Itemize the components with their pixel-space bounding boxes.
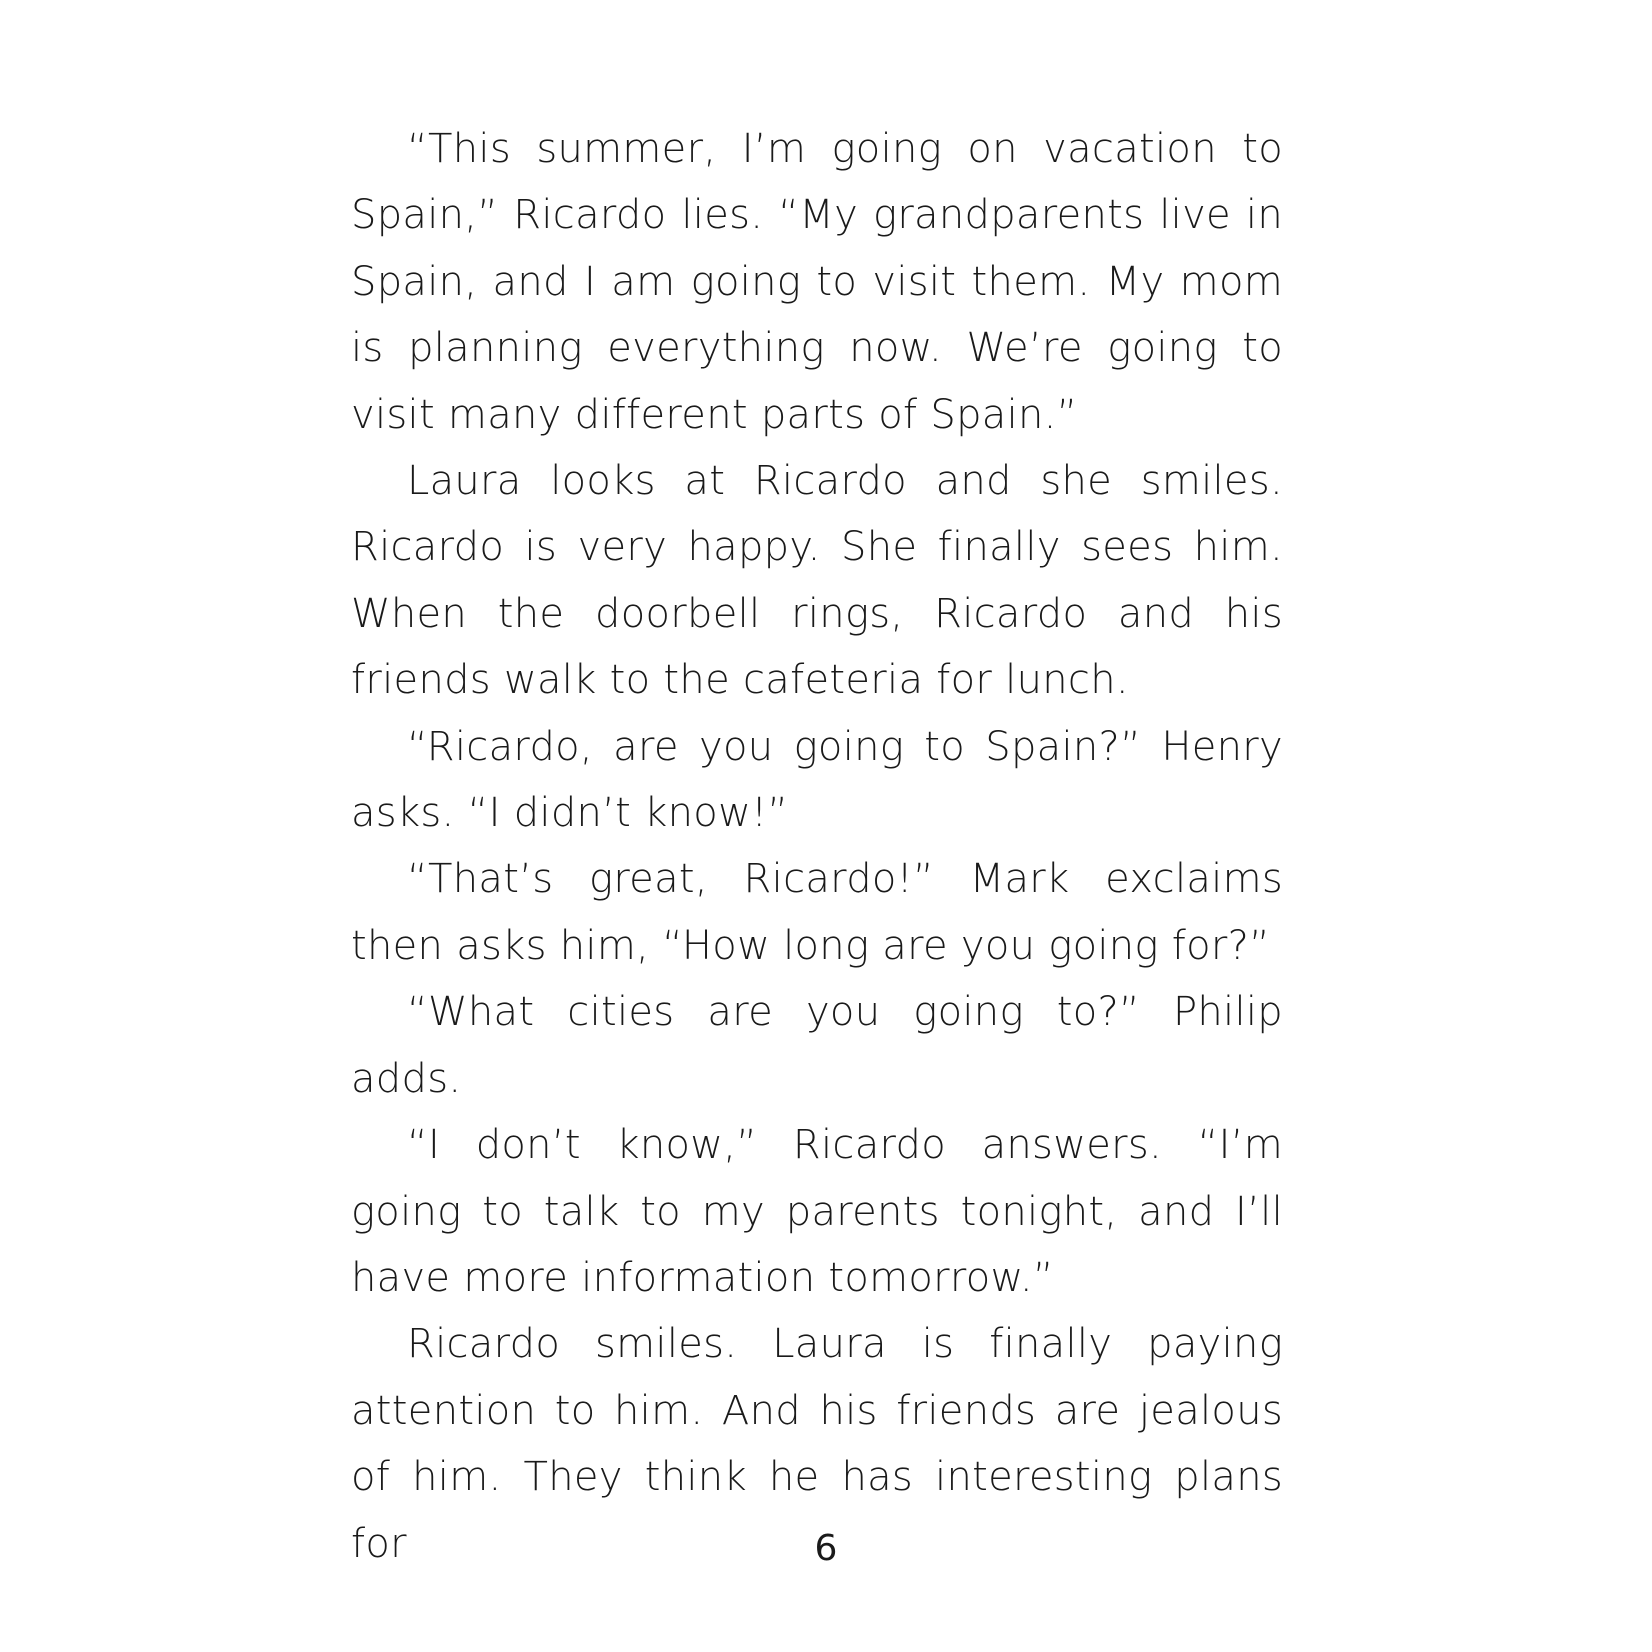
paragraph: “I don’t know,” Ricardo answers. “I’m going to talk to my parents tonight, and I’ll have more information tomorrow.”	[351, 1122, 1283, 1301]
paragraph: Laura looks at Ricardo and she smiles. Ricardo is very happy. She finally sees him. When the doorbell rings, Ricardo and his friends walk to the cafeteria for lunch.	[351, 458, 1283, 704]
paragraph: “What cities are you going to?” Philip adds.	[351, 989, 1283, 1102]
body-text	[351, 116, 1283, 1577]
paragraph-continued: Ricardo smiles. Laura is finally paying attention to him. And his friends are jealous of him. They think he has interesting plans for	[351, 1321, 1283, 1567]
page-number: 6	[814, 1528, 838, 1569]
paragraph: “That’s great, Ricardo!” Mark exclaims then asks him, “How long are you going for?”	[351, 856, 1283, 969]
paragraph: “This summer, I’m going on vacation to Spain,” Ricardo lies. “My grandparents live in Spain, and I am going to visit them. My mom is planning everything now. We’re going to visit many different parts of Spain.”	[351, 126, 1283, 438]
paragraph: “Ricardo, are you going to Spain?” Henry asks. “I didn’t know!”	[351, 723, 1283, 837]
